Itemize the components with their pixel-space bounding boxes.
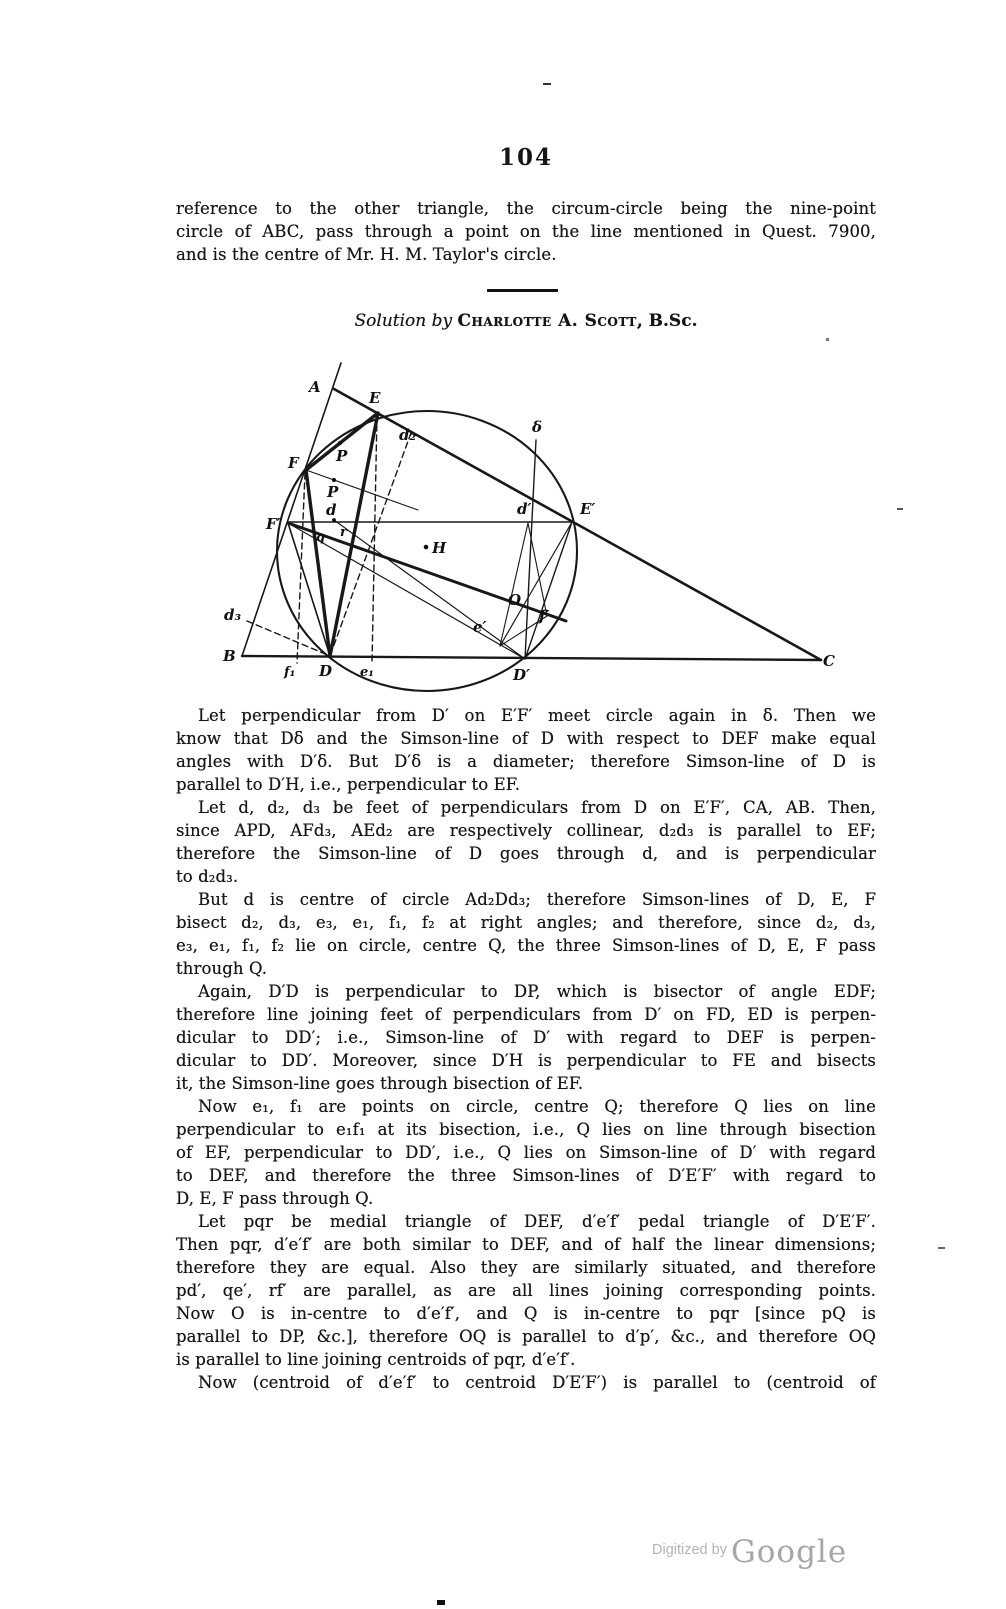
- label-F: F: [288, 454, 299, 472]
- text-line: angles with D′δ. But D′δ is a diameter; therefore Simson-line of D is: [176, 752, 876, 771]
- page-number: 104: [498, 144, 553, 171]
- label-d3: d₃: [224, 606, 242, 624]
- line-dp-ep: [500, 523, 528, 646]
- label-H: H: [432, 539, 447, 557]
- text-line: Now O is in-centre to d′e′f′, and Q is in-centre to pqr [since pQ is: [176, 1304, 876, 1323]
- label-d2: d₂: [399, 426, 417, 444]
- scan-artifact: [437, 1600, 445, 1605]
- point-p-dot: [338, 441, 342, 445]
- text-line: know that Dδ and the Simson-line of D with respect to DEF make equal: [176, 729, 876, 748]
- text-line: reference to the other triangle, the circum-circle being the nine-point: [176, 199, 876, 218]
- text-line: Then pqr, d′e′f′ are both similar to DEF, and of half the linear dimensions;: [176, 1235, 876, 1254]
- line-F-P: [306, 470, 418, 510]
- label-O: O: [508, 591, 522, 609]
- author-degree: , B.Sc.: [636, 311, 698, 331]
- text-line: Now e₁, f₁ are points on circle, centre Q; therefore Q lies on line: [198, 1097, 876, 1116]
- label-P-lower: P: [327, 483, 339, 501]
- text-line: Let pqr be medial triangle of DEF, d′e′f′ pedal triangle of D′E′F′.: [198, 1212, 876, 1231]
- text-line: D, E, F pass through Q.: [176, 1189, 374, 1208]
- point-P-dot: [332, 478, 336, 482]
- text-line: since APD, AFd₃, AEd₂ are respectively collinear, d₂d₃ is parallel to EF;: [176, 821, 876, 840]
- label-E: E: [369, 389, 381, 407]
- label-f1: f₁: [284, 665, 296, 680]
- text-line: circle of ABC, pass through a point on the line mentioned in Quest. 7900,: [176, 222, 876, 241]
- scan-artifact: [938, 1247, 945, 1249]
- author-name: Charlotte A. Scott: [457, 311, 637, 331]
- dashed-d2-D: [330, 433, 411, 656]
- text-line: therefore they are equal. Also they are similarly situated, and therefore: [176, 1258, 876, 1277]
- heading-prefix: Solution by: [354, 311, 458, 331]
- figure-circle: [277, 411, 577, 691]
- text-line: dicular to DD′; i.e., Simson-line of D′ with regard to DEF is perpen-: [176, 1028, 876, 1047]
- google-logo: Google: [730, 1534, 848, 1570]
- label-dp: d′: [517, 500, 532, 518]
- text-line: of EF, perpendicular to DD′, i.e., Q lies on Simson-line of D′ with regard: [176, 1143, 876, 1162]
- label-d: d: [326, 501, 337, 519]
- label-r: r: [340, 525, 347, 540]
- text-line: to d₂d₃.: [176, 867, 239, 886]
- watermark: [652, 1534, 847, 1570]
- label-fp: f′: [539, 607, 550, 625]
- scan-artifact: [897, 508, 903, 510]
- text-line: Again, D′D is perpendicular to DP, which is bisector of angle EDF;: [198, 982, 876, 1001]
- label-q: q: [316, 530, 326, 545]
- text-line: therefore line joining feet of perpendiculars from D′ on FD, ED is perpen-: [176, 1005, 876, 1024]
- scan-artifact: [543, 83, 551, 85]
- geometry-figure: [0, 0, 1006, 750]
- label-Ep: E′: [580, 500, 596, 518]
- dashed-d3-D: [247, 621, 330, 656]
- label-e1: e₁: [360, 665, 374, 680]
- text-line: pd′, qe′, rf′ are parallel, as are all lines joining corresponding points.: [176, 1281, 876, 1300]
- text-line: therefore the Simson-line of D goes through d, and is perpendicular: [176, 844, 876, 863]
- text-line: is parallel to line joining centroids of pqr, d′e′f′.: [176, 1350, 576, 1369]
- label-p-upper: P: [336, 447, 348, 465]
- label-delta: δ: [532, 418, 543, 436]
- text-line: bisect d₂, d₃, e₃, e₁, f₁, f₂ at right angles; and therefore, since d₂, d₃,: [176, 913, 876, 932]
- watermark-prefix: Digitized by: [652, 1542, 731, 1558]
- label-D: D: [319, 662, 333, 680]
- text-line: Now (centroid of d′e′f′ to centroid D′E′F′) is parallel to (centroid of: [198, 1373, 876, 1392]
- text-line: to DEF, and therefore the three Simson-lines of D′E′F′ with regard to: [176, 1166, 876, 1185]
- line-d-Dp: [334, 520, 525, 659]
- label-C: C: [823, 652, 835, 670]
- point-H-dot: [424, 545, 429, 550]
- text-line: perpendicular to e₁f₁ at its bisection, i.e., Q lies on line through bisection: [176, 1120, 876, 1139]
- text-line: it, the Simson-line goes through bisection of EF.: [176, 1074, 584, 1093]
- text-line: parallel to DP, &c.], therefore OQ is parallel to d′p′, &c., and therefore OQ: [176, 1327, 876, 1346]
- text-line: dicular to DD′. Moreover, since D′H is perpendicular to FE and bisects: [176, 1051, 876, 1070]
- text-line: But d is centre of circle Ad₂Dd₃; therefore Simson-lines of D, E, F: [198, 890, 876, 909]
- text-line: Let d, d₂, d₃ be feet of perpendiculars from D on E′F′, CA, AB. Then,: [198, 798, 876, 817]
- text-line: parallel to D′H, i.e., perpendicular to EF.: [176, 775, 521, 794]
- text-line: through Q.: [176, 959, 268, 978]
- label-Fp: F′: [266, 515, 281, 533]
- text-line: e₃, e₁, f₁, f₂ lie on circle, centre Q, the three Simson-lines of D, E, F pass: [176, 936, 876, 955]
- text-line: and is the centre of Mr. H. M. Taylor's circle.: [176, 245, 557, 264]
- scan-artifact: [826, 338, 829, 341]
- label-A: A: [309, 378, 321, 396]
- text-line: Let perpendicular from D′ on E′F′ meet circle again in δ. Then we: [198, 706, 876, 725]
- dashed-F-f1: [297, 473, 305, 663]
- label-Dp: D′: [513, 666, 530, 684]
- solution-text: [176, 704, 876, 1394]
- label-ep: e′: [473, 618, 487, 636]
- label-B: B: [223, 647, 236, 665]
